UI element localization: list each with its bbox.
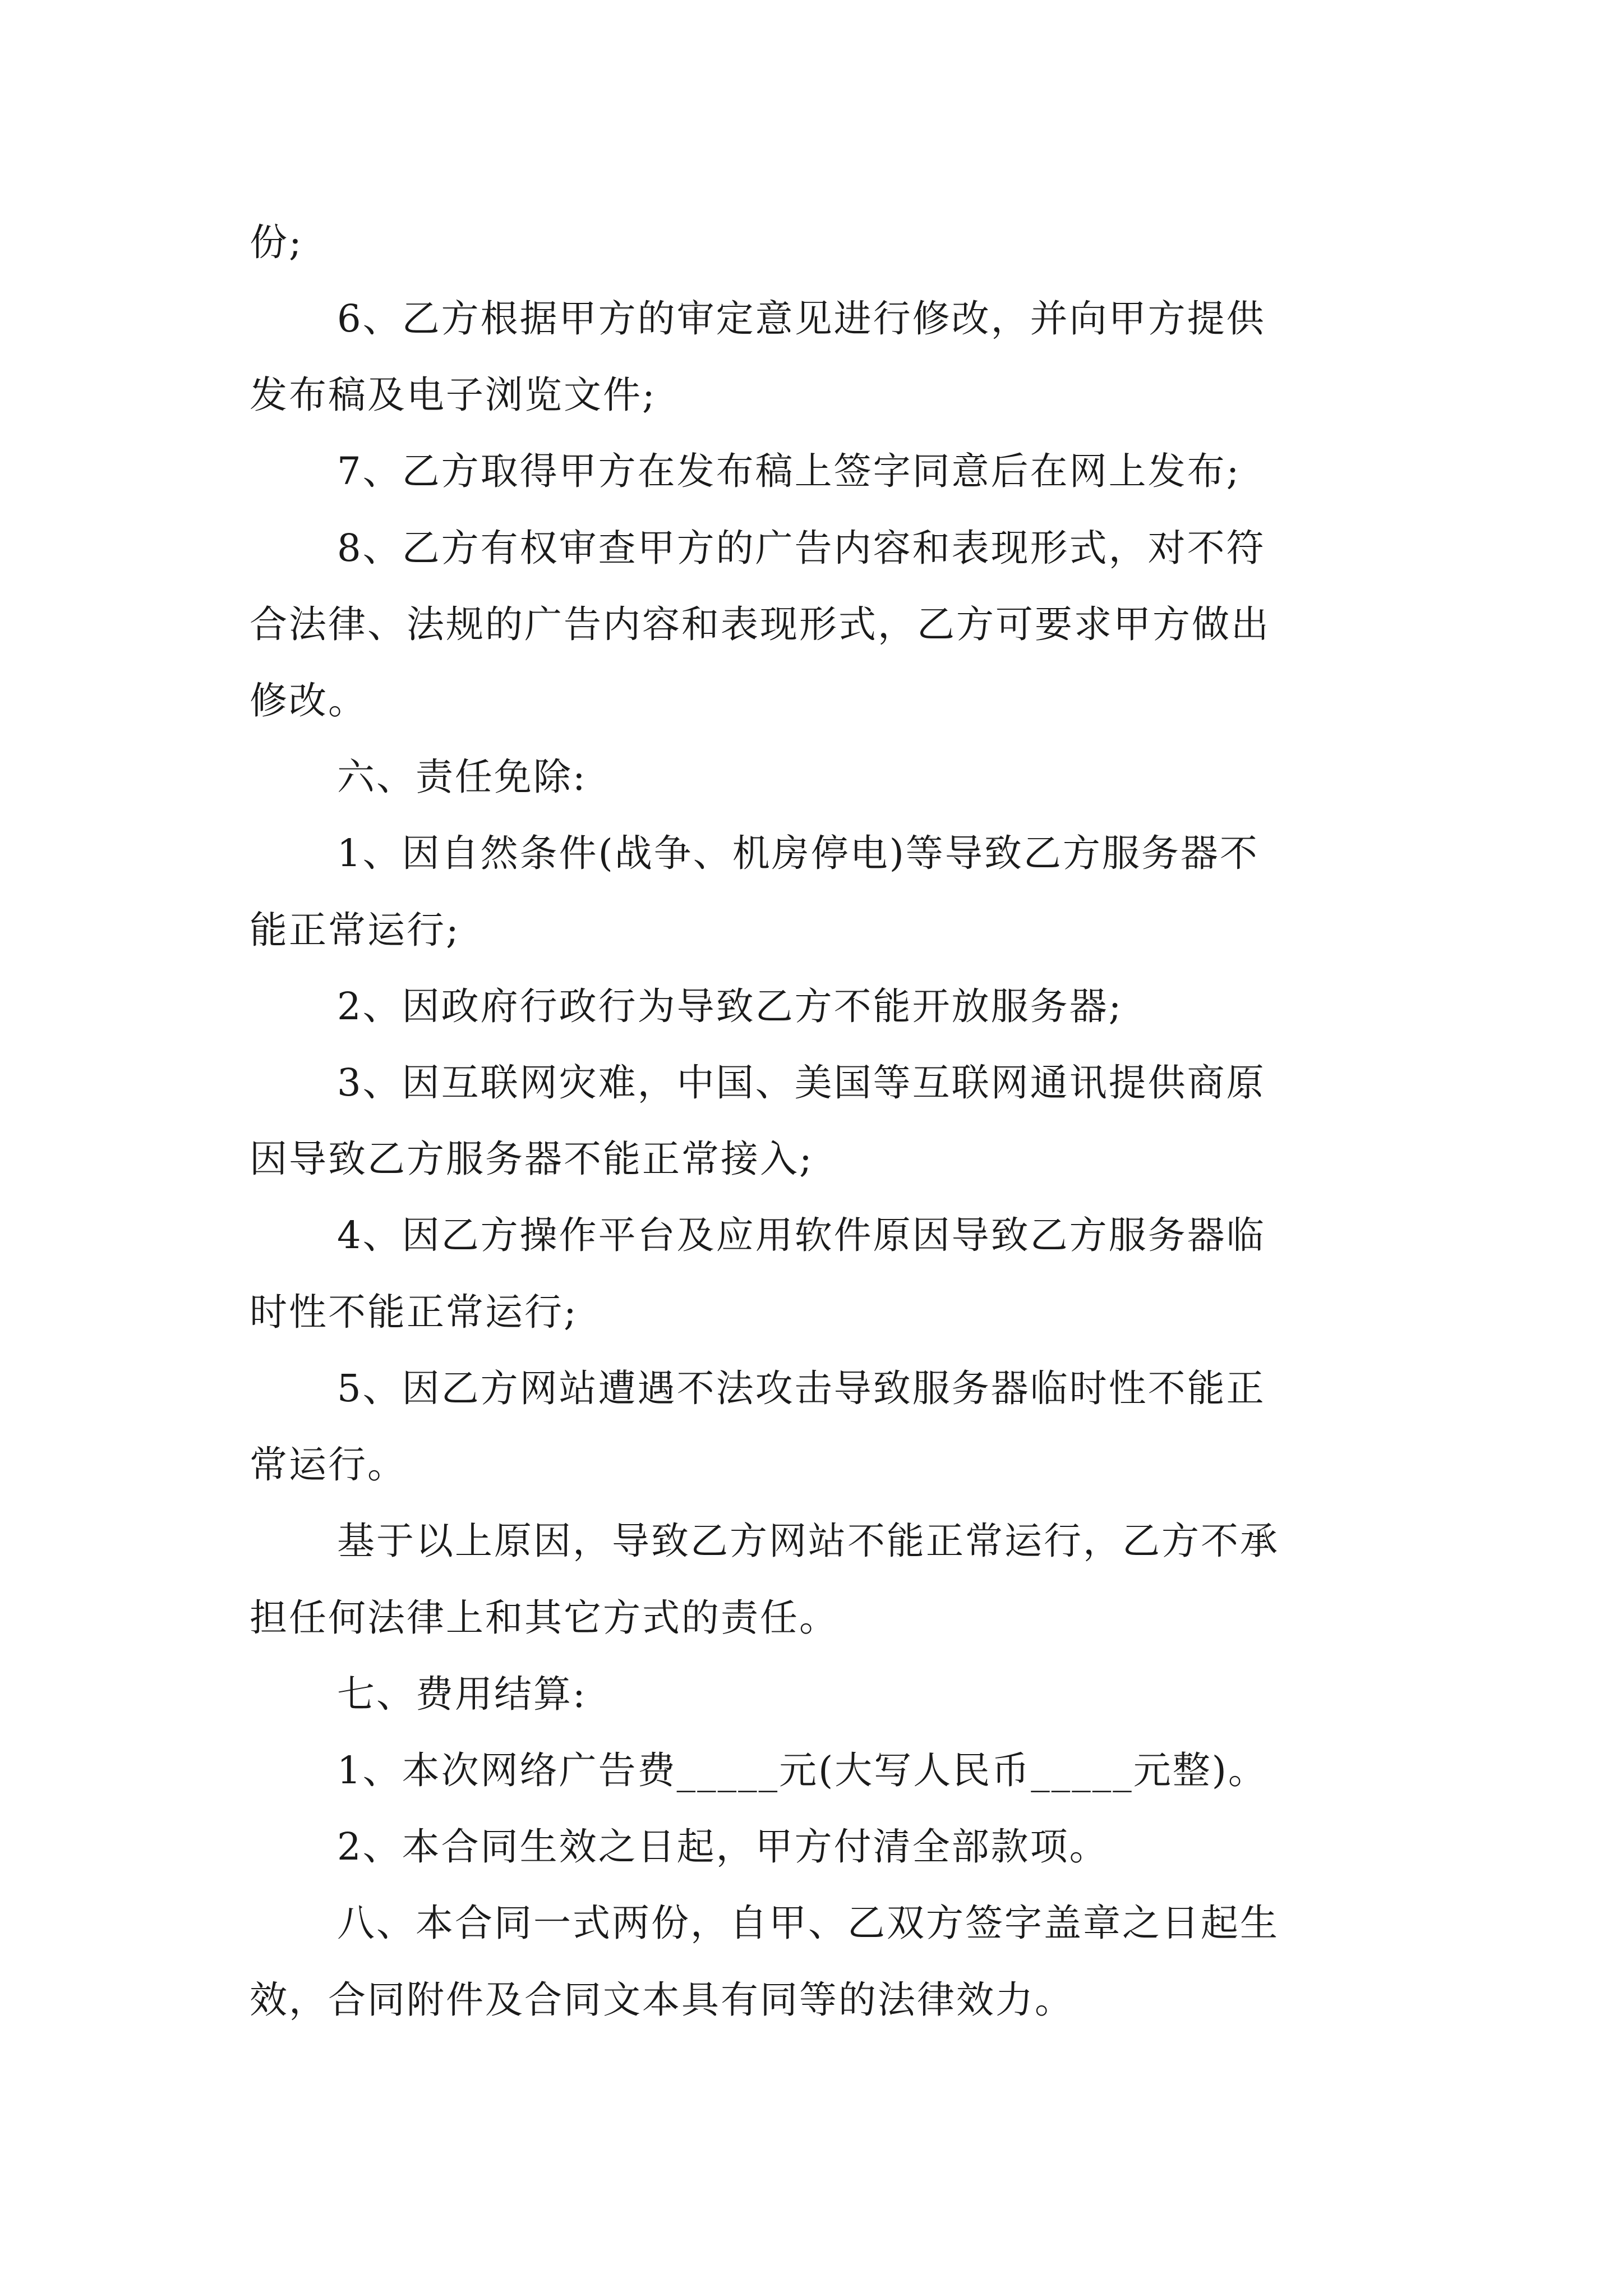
text-line: 效，合同附件及合同文本具有同等的法律效力。 [250,1978,1074,2022]
text-line: 2、因政府行政行为导致乙方不能开放服务器; [337,984,1123,1028]
text-line: 份; [250,220,303,264]
text-line: 3、因互联网灾难，中国、美国等互联网通讯提供商原 [337,1061,1266,1105]
text-line: 2、本合同生效之日起，甲方付清全部款项。 [337,1825,1109,1869]
text-line: 七、费用结算: [337,1672,587,1716]
text-line: 常运行。 [250,1443,407,1487]
text-line: 7、乙方取得甲方在发布稿上签字同意后在网上发布; [337,449,1241,493]
text-line: 因导致乙方服务器不能正常接入; [250,1137,814,1181]
text-line: 5、因乙方网站遭遇不法攻击导致服务器临时性不能正 [337,1366,1266,1410]
text-line: 发布稿及电子浏览文件; [250,373,657,417]
text-line: 1、本次网络广告费_____元(大写人民币_____元整)。 [337,1749,1267,1792]
text-line: 6、乙方根据甲方的审定意见进行修改，并向甲方提供 [337,297,1266,341]
text-line: 修改。 [250,679,367,723]
text-line: 担任何法律上和其它方式的责任。 [250,1596,838,1640]
text-line: 八、本合同一式两份，自甲、乙双方签字盖章之日起生 [337,1901,1279,1945]
text-line: 能正常运行; [250,908,460,952]
text-line: 合法律、法规的广告内容和表现形式，乙方可要求甲方做出 [250,602,1270,646]
text-line: 4、因乙方操作平台及应用软件原因导致乙方服务器临 [337,1213,1266,1257]
text-line: 基于以上原因，导致乙方网站不能正常运行，乙方不承 [337,1519,1279,1563]
text-line: 8、乙方有权审查甲方的广告内容和表现形式，对不符 [337,526,1266,570]
text-line: 六、责任免除: [337,755,587,799]
text-line: 时性不能正常运行; [250,1290,578,1334]
text-line: 1、因自然条件(战争、机房停电)等导致乙方服务器不 [337,831,1259,875]
